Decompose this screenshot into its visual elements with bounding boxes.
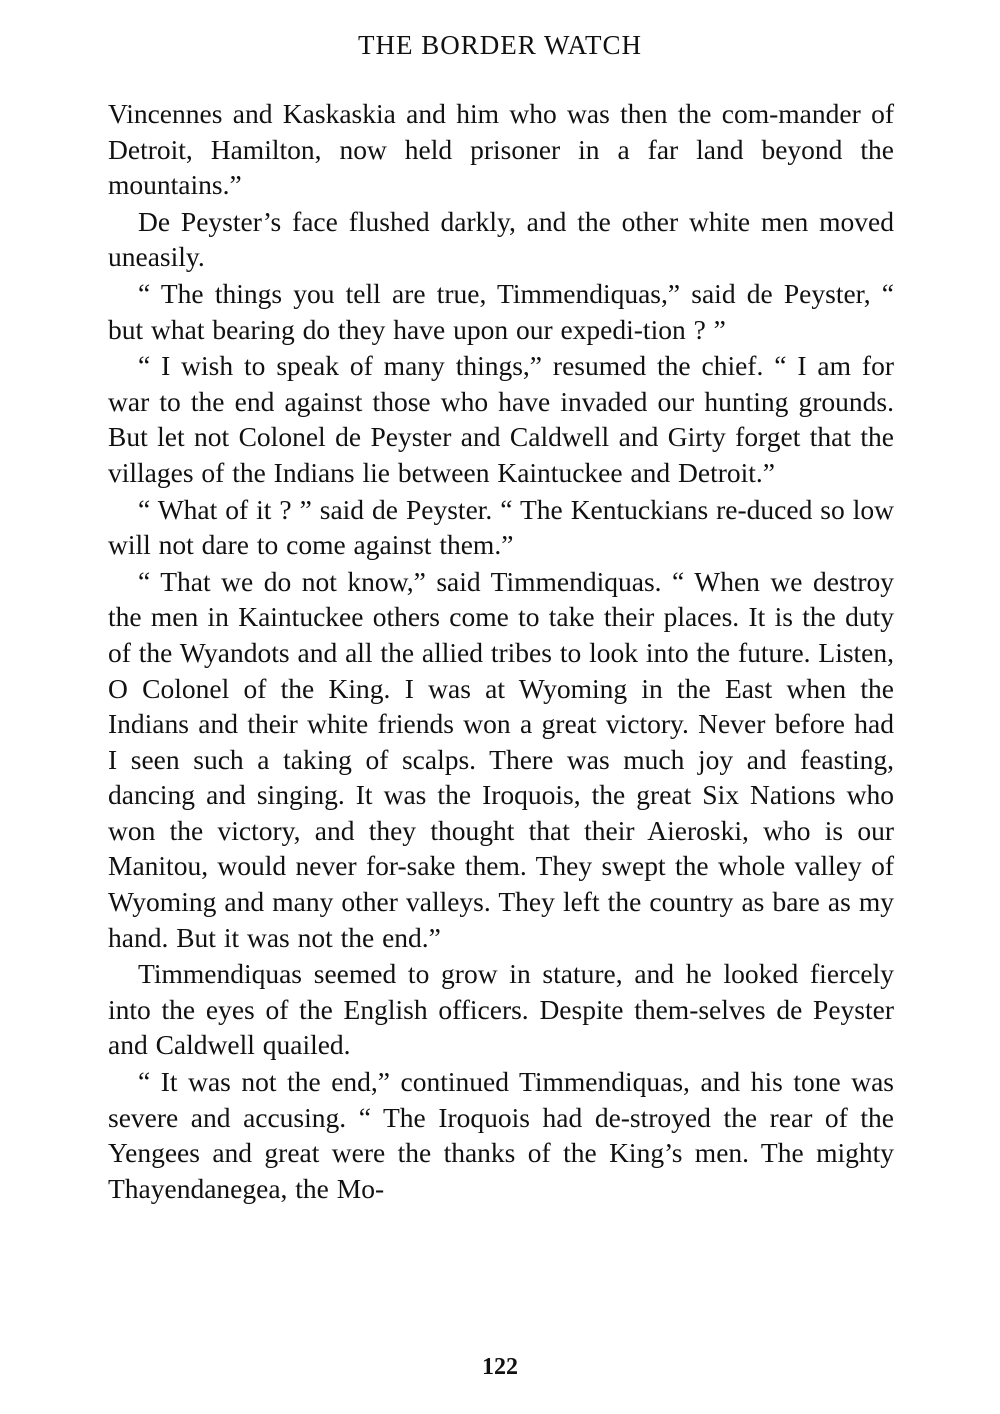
paragraph-3: “ The things you tell are true, Timmendiquas,” said de Peyster, “ but what bearing do they have upon our expedi-tion ? ”	[108, 277, 894, 345]
page-number: 122	[482, 1354, 518, 1380]
paragraph-2: De Peyster’s face flushed darkly, and the other white men moved uneasily.	[108, 205, 894, 273]
running-head-title: THE BORDER WATCH	[357, 30, 642, 60]
paragraph-7: Timmendiquas seemed to grow in stature, and he looked fiercely into the eyes of the English officers. Despite them-selves de Peyster and Caldwell quailed.	[108, 958, 894, 1061]
paragraph-1: Vincennes and Kaskaskia and him who was then the com-mander of Detroit, Hamilton, now held prisoner in a far land beyond the mountains.”	[108, 98, 894, 201]
paragraph-5: “ What of it ? ” said de Peyster. “ The Kentuckians re-duced so low will not dare to come against them.”	[108, 493, 894, 561]
paragraph-6: “ That we do not know,” said Timmendiquas. “ When we destroy the men in Kaintuckee others come to take their places. It is the duty of the Wyandots and all the allied tribes to look into the future. Listen, O Colonel of the King. I was at Wyoming in the East when the Indians and their white friends won a great victory. Never before had I seen such a taking of scalps. There was much joy and feasting, dancing and singing. It was the Iroquois, the great Six Nations who won the victory, and they thought that their Aieroski, who is our Manitou, would never for-sake them. They swept the whole valley of Wyoming and many other valleys. They left the country as bare as my hand. But it was not the end.”	[108, 565, 895, 953]
body-text	[108, 96, 894, 1207]
paragraph-4: “ I wish to speak of many things,” resumed the chief. “ I am for war to the end against those who have invaded our hunting grounds. But let not Colonel de Peyster and Caldwell and Girty forget that the villages of the Indians lie between Kaintuckee and Detroit.”	[108, 350, 894, 488]
paragraph-8: “ It was not the end,” continued Timmendiquas, and his tone was severe and accusing. “ The Iroquois had de-stroyed the rear of the Yengees and great were the thanks of the King’s men. The mighty Thayendanegea, the Mo-	[108, 1066, 894, 1204]
